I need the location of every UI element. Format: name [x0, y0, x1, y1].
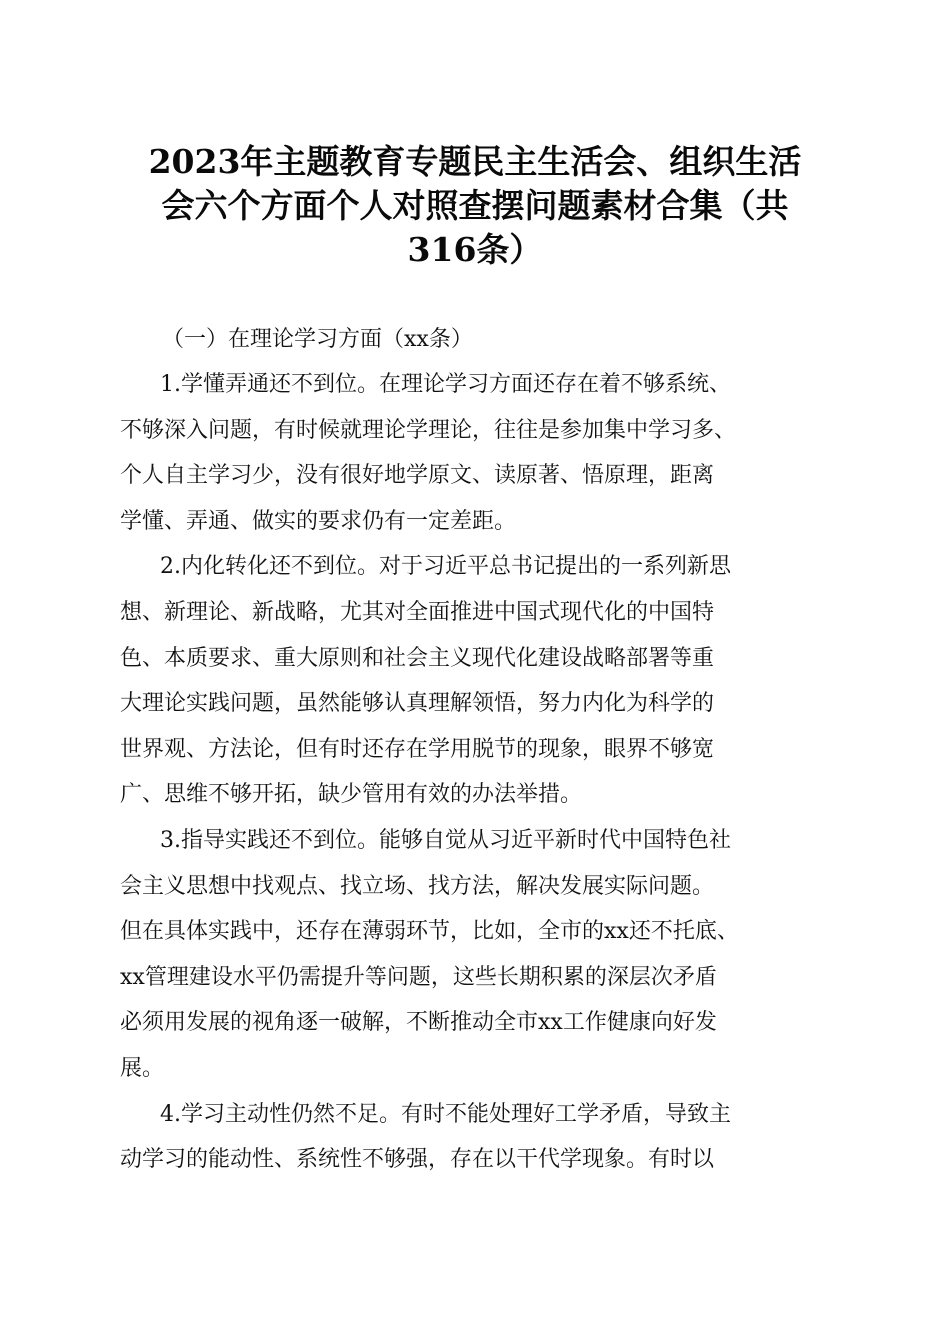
section-heading: （一）在理论学习方面（xx条） — [162, 327, 473, 352]
paragraph-line: 动学习的能动性、系统性不够强，存在以干代学现象。有时以 — [120, 1147, 715, 1173]
paragraph-line: 个人自主学习少，没有很好地学原文、读原著、悟原理，距离 — [120, 463, 715, 489]
paragraph-line: 色、本质要求、重大原则和社会主义现代化建设战略部署等重 — [120, 645, 715, 671]
paragraph-2 — [120, 544, 830, 818]
paragraph-line: 但在具体实践中，还存在薄弱环节，比如，全市的xx还不托底、 — [120, 919, 739, 945]
paragraph-line: xx管理建设水平仍需提升等问题，这些长期积累的深层次矛盾 — [120, 964, 717, 990]
paragraph-line: 学懂、弄通、做实的要求仍有一定差距。 — [120, 508, 517, 534]
paragraph-line: 4.学习主动性仍然不足。有时不能处理好工学矛盾，导致主 — [160, 1101, 731, 1127]
document-title — [110, 140, 840, 272]
title-line: 316条） — [407, 230, 543, 269]
paragraph-line: 展。 — [120, 1055, 165, 1081]
paragraph-4 — [120, 1092, 830, 1183]
paragraph-line: 会主义思想中找观点、找立场、找方法，解决发展实际问题。 — [120, 873, 715, 899]
paragraph-line: 世界观、方法论，但有时还存在学用脱节的现象，眼界不够宽 — [120, 736, 715, 762]
title-line: 2023年主题教育专题民主生活会、组织生活 — [148, 142, 802, 181]
paragraph-line: 不够深入问题，有时候就理论学理论，往往是参加集中学习多、 — [120, 417, 737, 443]
paragraph-line: 大理论实践问题，虽然能够认真理解领悟，努力内化为科学的 — [120, 691, 715, 717]
paragraph-line: 广、思维不够开拓，缺少管用有效的办法举措。 — [120, 782, 583, 808]
paragraph-3 — [120, 818, 830, 1092]
paragraph-line: 2.内化转化还不到位。对于习近平总书记提出的一系列新思 — [160, 554, 731, 580]
paragraph-line: 想、新理论、新战略，尤其对全面推进中国式现代化的中国特 — [120, 599, 715, 625]
paragraph-1 — [120, 362, 830, 544]
paragraph-line: 1.学懂弄通还不到位。在理论学习方面还存在着不够系统、 — [160, 372, 731, 397]
document-body — [120, 318, 830, 1183]
title-line: 会六个方面个人对照查摆问题素材合集（共 — [161, 186, 789, 225]
paragraph-line: 3.指导实践还不到位。能够自觉从习近平新时代中国特色社 — [160, 827, 731, 853]
paragraph-line: 必须用发展的视角逐一破解，不断推动全市xx工作健康向好发 — [120, 1010, 717, 1036]
